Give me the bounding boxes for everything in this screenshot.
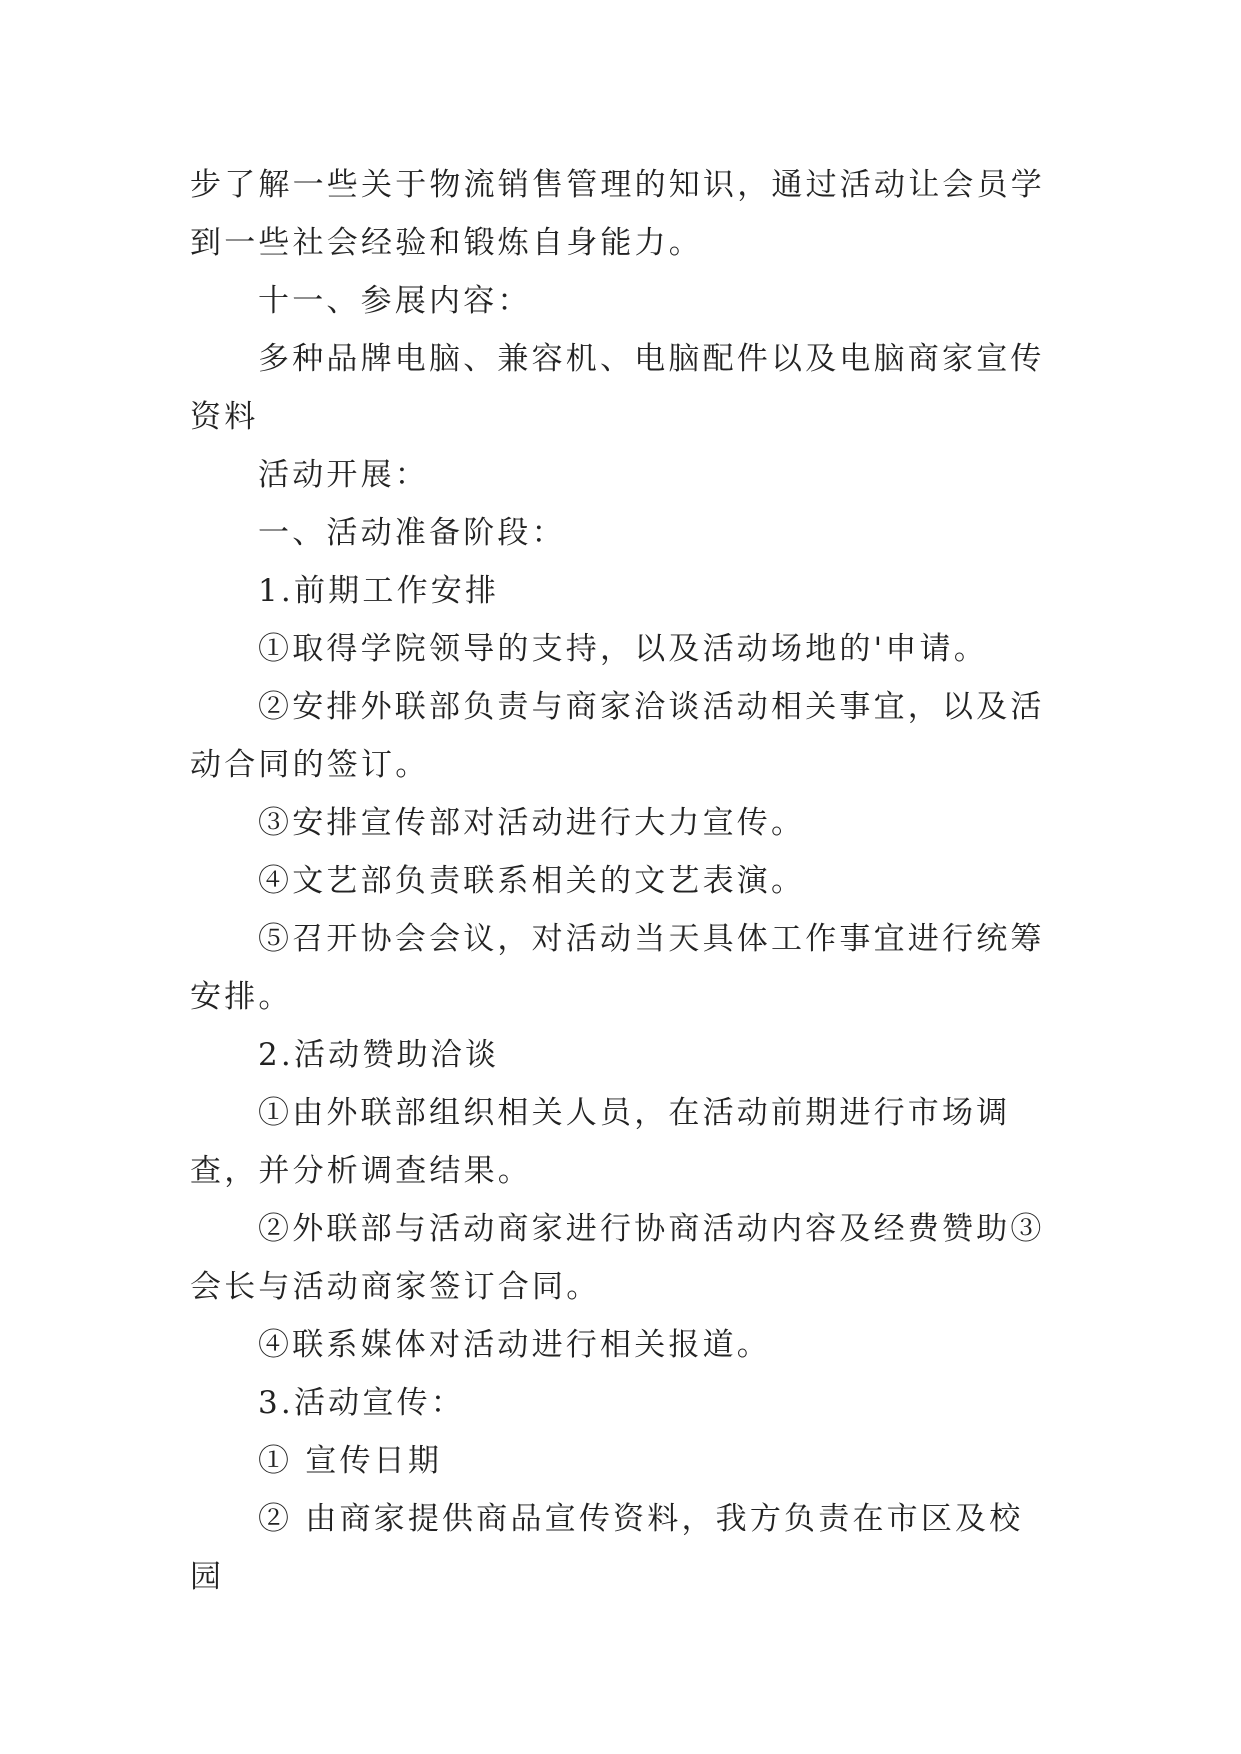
list-item: ②外联部与活动商家进行协商活动内容及经费赞助③会长与活动商家签订合同。 <box>190 1211 1045 1305</box>
list-item: ③安排宣传部对活动进行大力宣传。 <box>258 805 806 841</box>
subheading-promotion: 3.活动宣传： <box>258 1385 465 1421</box>
section-heading-exhibits: 十一、参展内容： <box>258 283 532 319</box>
list-item: ⑤召开协会会议，对活动当天具体工作事宜进行统筹安排。 <box>190 921 1045 1015</box>
list-item: ① 宣传日期 <box>258 1443 443 1479</box>
subheading-early-work: 1.前期工作安排 <box>258 573 500 609</box>
list-item: ①由外联部组织相关人员，在活动前期进行市场调查，并分析调查结果。 <box>190 1095 1011 1189</box>
list-item: ②安排外联部负责与商家洽谈活动相关事宜，以及活动合同的签订。 <box>190 689 1045 783</box>
list-item: ④文艺部负责联系相关的文艺表演。 <box>258 863 806 899</box>
document-body <box>190 156 1050 1606</box>
heading-preparation-stage: 一、活动准备阶段： <box>258 515 566 551</box>
paragraph-continuation: 步了解一些关于物流销售管理的知识，通过活动让会员学到一些社会经验和锻炼自身能力。 <box>190 167 1045 261</box>
paragraph-exhibit-items: 多种品牌电脑、兼容机、电脑配件以及电脑商家宣传资料 <box>190 341 1045 435</box>
heading-activity: 活动开展： <box>258 457 429 493</box>
list-item: ①取得学院领导的支持，以及活动场地的'申请。 <box>258 631 988 667</box>
list-item: ④联系媒体对活动进行相关报道。 <box>258 1327 771 1363</box>
subheading-sponsorship: 2.活动赞助洽谈 <box>258 1037 500 1073</box>
list-item: ② 由商家提供商品宣传资料，我方负责在市区及校园 <box>190 1501 1024 1595</box>
